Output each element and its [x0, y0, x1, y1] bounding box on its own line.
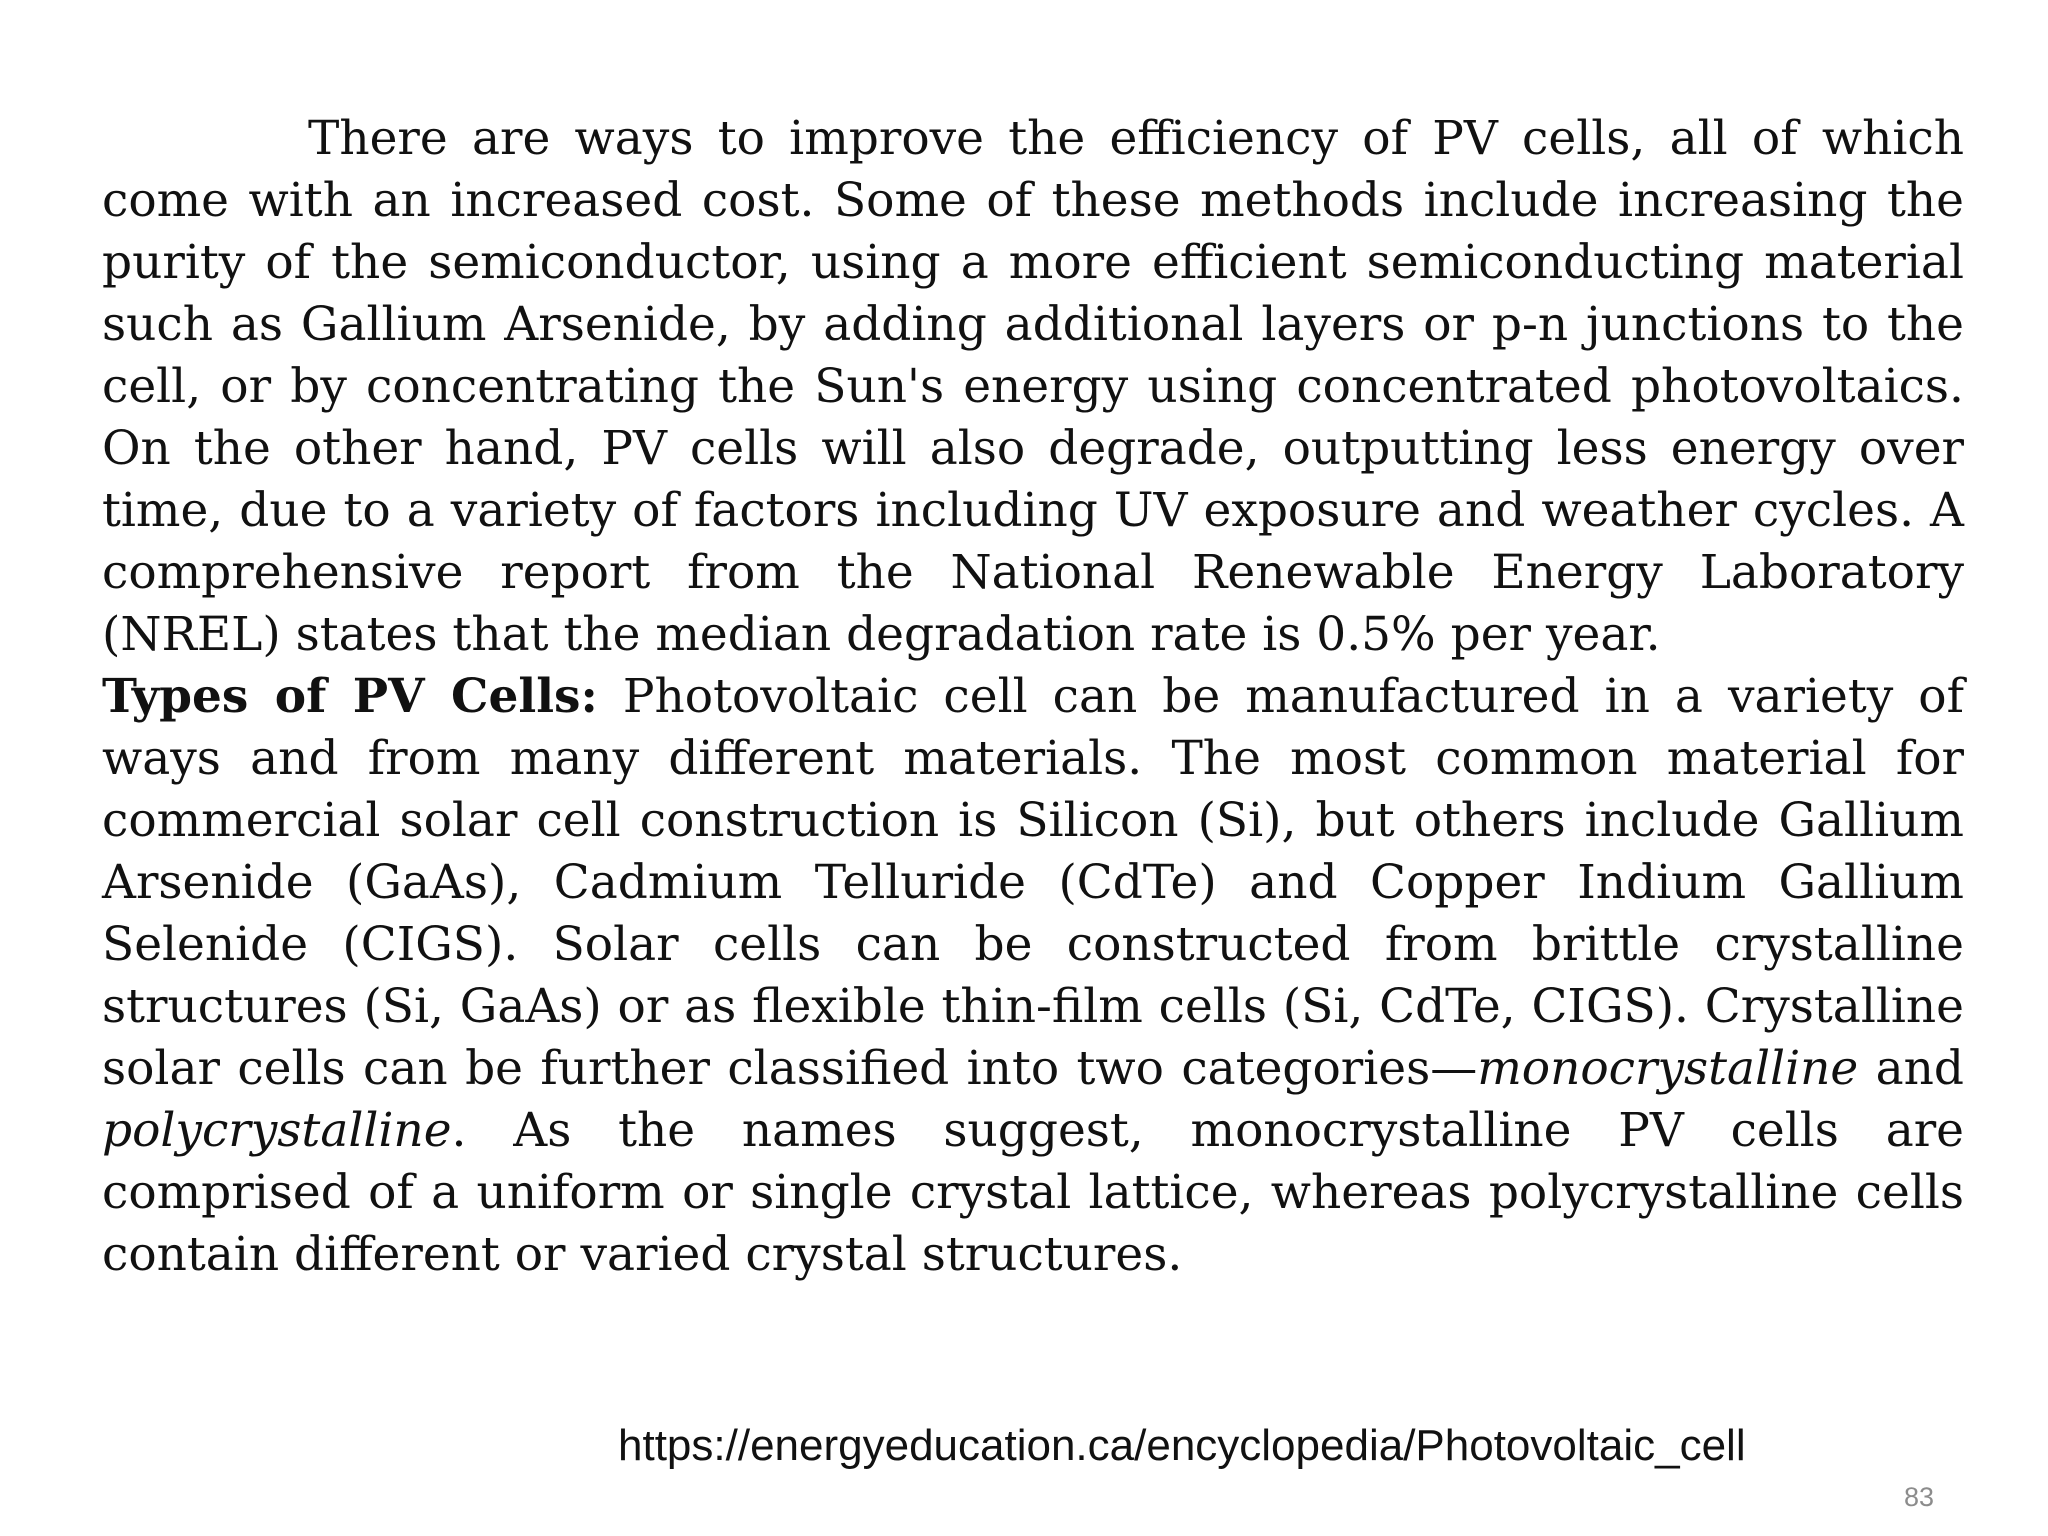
types-text-c: . As the names suggest, monocrystalline PV cells are comprised of a uniform or single crystal lattice, whereas polycrystalline cells contain different or varied crystal structures.	[102, 1103, 1964, 1282]
page-number: 83	[1904, 1482, 1935, 1512]
term-polycrystalline: polycrystalline	[102, 1103, 452, 1158]
source-link[interactable]: https://energyeducation.ca/encyclopedia/Photovoltaic_cell	[618, 1421, 1746, 1470]
term-monocrystalline: monocrystalline	[1477, 1041, 1859, 1096]
types-text-b: and	[1858, 1041, 1964, 1096]
types-heading: Types of PV Cells:	[102, 669, 598, 724]
paragraph-types	[102, 666, 1964, 1286]
types-text-a: Photovoltaic cell can be manufactured in a variety of ways and from many different materials. The most common material for commercial solar cell construction is Silicon (Si), but others include Gallium Arsenide (GaAs), Cadmium Telluride (CdTe) and Copper Indium Gallium Selenide (CIGS). Solar cells can be constructed from brittle crystalline structures (Si, GaAs) or as flexible thin-film cells (Si, CdTe, CIGS). Crystalline solar cells can be further classified into two categories—	[102, 669, 1964, 1096]
paragraph-efficiency-text: There are ways to improve the efficiency of PV cells, all of which come with an increased cost. Some of these methods include increasing the purity of the semiconductor, using a more efficient semiconducting material such as Gallium Arsenide, by adding additional layers or p-n junctions to the cell, or by concentrating the Sun's energy using concentrated photovoltaics. On the other hand, PV cells will also degrade, outputting less energy over time, due to a variety of factors including UV exposure and weather cycles. A comprehensive report from the National Renewable Energy Laboratory (NREL) states that the median degradation rate is 0.5% per year.	[102, 111, 1964, 662]
body-text	[102, 108, 1964, 1286]
paragraph-efficiency	[102, 108, 1964, 666]
